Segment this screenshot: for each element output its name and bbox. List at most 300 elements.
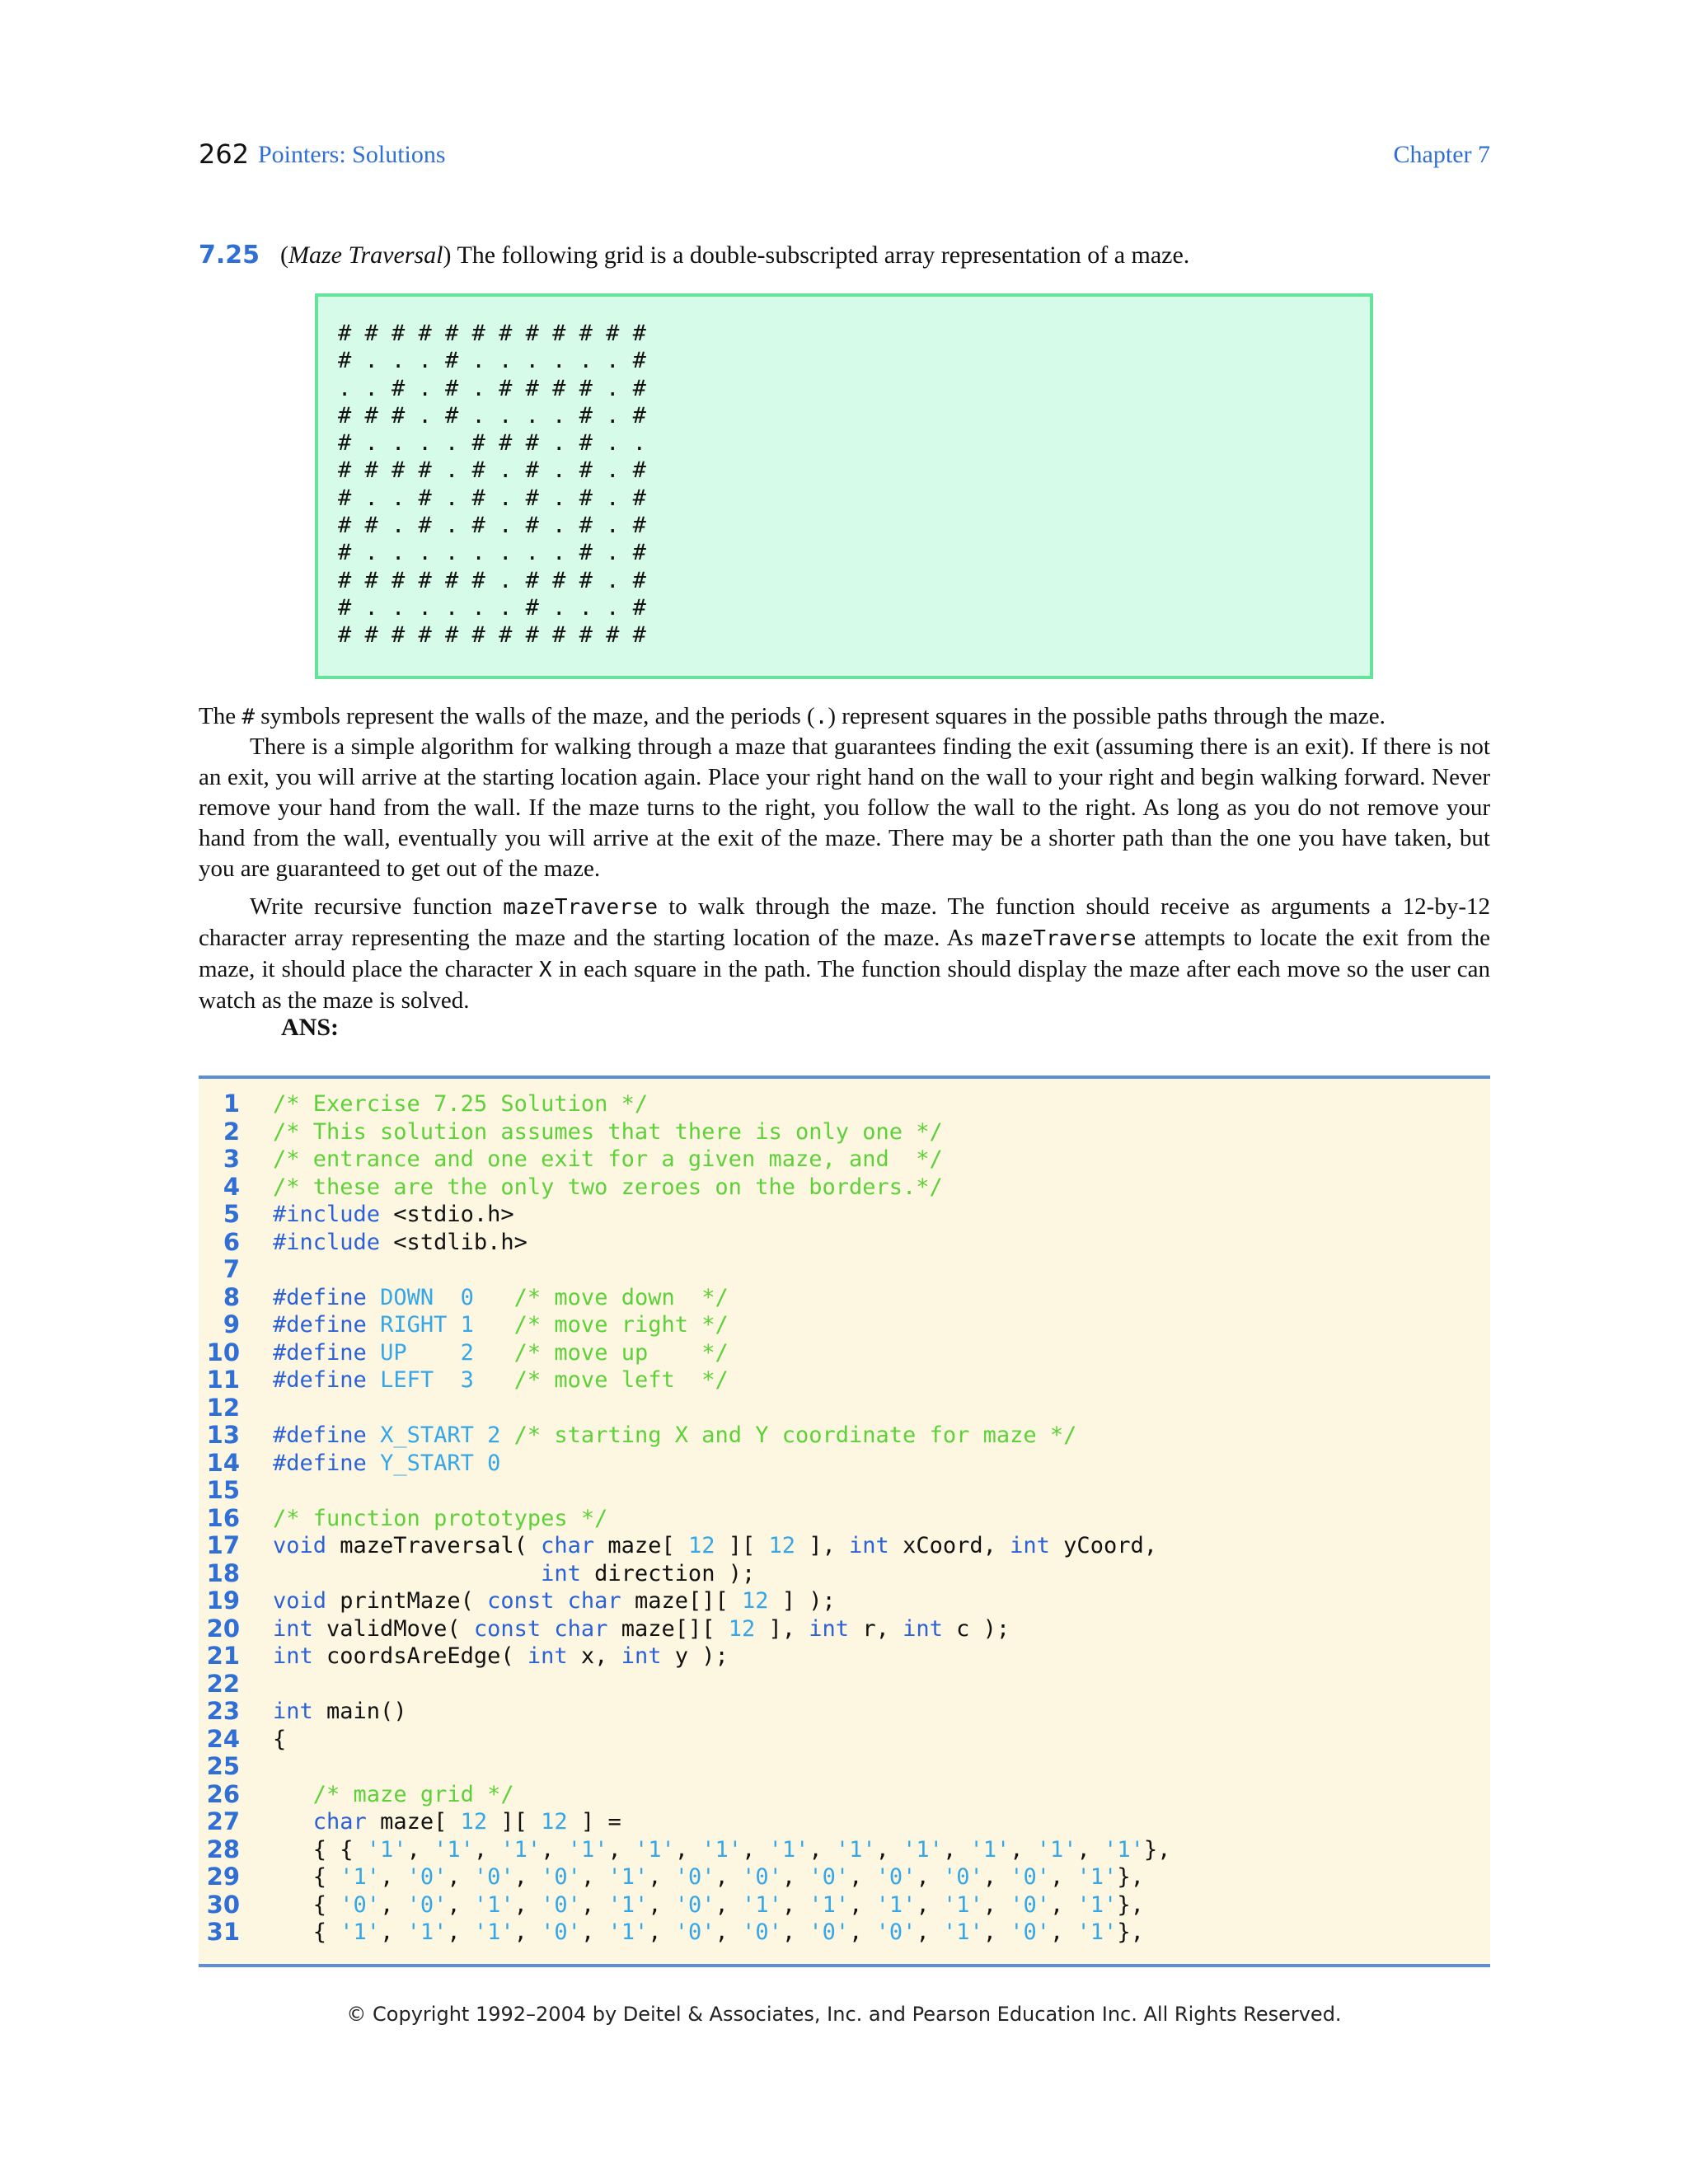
code-token [407, 1340, 461, 1366]
code-token: '0' [340, 1891, 381, 1918]
code-line [199, 1781, 1490, 1809]
code-text [273, 1311, 729, 1339]
paragraph-text: There is a simple algorithm for walking through a maze that guarantees finding the exit (assuming there is an exit). If there is not an exit, you will arrive at the starting location again. Place your right hand on the wall to your right and begin walking forward. Never remove your hand from the wall. If the maze turns to the right, you follow the wall to the right. As long as you do not remove your hand from the wall, eventually you will arrive at the exit of the maze. There may be a shorter path than the one you have taken, but you are guaranteed to get out of the maze. [199, 733, 1490, 882]
code-token: '1' [969, 1836, 1010, 1863]
maze-row: # . . . # . . . . . . # [338, 348, 646, 374]
code-text [273, 1781, 514, 1809]
code-line [199, 1726, 1490, 1754]
code-token: '1' [607, 1919, 649, 1945]
paragraph-task [199, 892, 1490, 1016]
code-line [199, 1118, 1490, 1146]
paragraph-text: in each square in the path. The function should display the maze after each move so the user can watch as the maze is solved. [199, 956, 1490, 1014]
exercise-number: 7.25 [199, 241, 260, 269]
code-token: , [607, 1836, 635, 1863]
code-token: int [527, 1643, 568, 1669]
line-number: 20 [206, 1614, 240, 1643]
code-token: #include [273, 1229, 381, 1255]
code-token: '1' [1104, 1836, 1144, 1863]
code-token: int [273, 1643, 313, 1669]
code-token: , [982, 1919, 1010, 1945]
code-token: , [513, 1864, 542, 1890]
code-token: 12 [768, 1533, 796, 1558]
exercise-intro-text: The following grid is a double-subscripted array representation of a maze. [451, 241, 1190, 269]
paragraph-text: The [199, 703, 242, 729]
code-text [273, 1422, 1076, 1450]
code-token: int [849, 1533, 889, 1558]
code-token: { [273, 1726, 287, 1752]
code-token: '1' [567, 1836, 608, 1863]
code-token: maze[][ [607, 1615, 729, 1642]
code-token: '0' [473, 1864, 514, 1890]
paragraph-text: Write recursive function [250, 893, 504, 920]
code-token: 3 [460, 1367, 474, 1393]
line-number: 17 [206, 1531, 240, 1559]
code-token: char [554, 1615, 608, 1642]
code-token: }, [1117, 1864, 1144, 1890]
code-token: , [982, 1891, 1010, 1918]
code-token: char [312, 1809, 367, 1835]
maze-row: . . # . # . # # # # . # [338, 375, 646, 401]
code-token: '0' [875, 1919, 917, 1945]
code-token: int [273, 1615, 313, 1642]
code-text [273, 1229, 528, 1257]
code-token: /* This solution assumes that there is only one */ [273, 1118, 943, 1145]
code-line [199, 1863, 1490, 1891]
code-token: ][ [487, 1809, 542, 1835]
line-number: 24 [206, 1724, 240, 1753]
line-number: 27 [206, 1807, 240, 1835]
code-token: , [742, 1836, 769, 1863]
code-token: UP [380, 1339, 407, 1366]
code-token: int [809, 1615, 850, 1642]
code-line [199, 1615, 1490, 1643]
code-token: /* move right */ [513, 1312, 729, 1338]
code-line [199, 1366, 1490, 1394]
code-line [199, 1698, 1490, 1726]
code-token [367, 1340, 380, 1366]
code-text [273, 1698, 407, 1726]
line-number: 9 [223, 1310, 240, 1338]
line-number: 22 [206, 1669, 240, 1698]
line-number: 14 [206, 1448, 240, 1477]
line-number: 30 [206, 1890, 240, 1919]
code-token: /* move up */ [513, 1339, 729, 1366]
code-token: <stdlib.h> [380, 1229, 528, 1255]
maze-row: # . . . . # # # . # . . [338, 430, 646, 457]
code-token: 12 [687, 1533, 715, 1558]
chapter-label: Chapter 7 [1393, 141, 1490, 168]
code-token: int [903, 1615, 943, 1642]
code-token: maze[ [594, 1533, 688, 1558]
code-token: { [273, 1919, 340, 1945]
code-line [199, 1256, 1490, 1284]
code-token: , [1050, 1919, 1077, 1945]
line-number: 11 [206, 1366, 240, 1394]
code-token: direction ); [580, 1560, 756, 1586]
code-token: #define [273, 1312, 367, 1338]
code-token: X_START [380, 1422, 474, 1448]
code-text [273, 1808, 621, 1836]
code-token [474, 1285, 514, 1310]
code-line [199, 1560, 1490, 1588]
code-token [273, 1782, 313, 1807]
line-number: 19 [206, 1586, 240, 1615]
line-number: 15 [206, 1476, 240, 1504]
answer-label: ANS: [281, 1014, 340, 1041]
code-token: , [447, 1891, 474, 1918]
line-number: 26 [206, 1779, 240, 1808]
exercise-title: Maze Traversal [288, 241, 443, 269]
code-token: , [781, 1891, 809, 1918]
line-number: 4 [223, 1172, 240, 1201]
line-number: 12 [206, 1393, 240, 1422]
code-token: , [715, 1919, 743, 1945]
code-token: , [715, 1864, 743, 1890]
inline-code: X [538, 958, 552, 982]
code-token: '1' [1076, 1864, 1118, 1890]
code-text [273, 1201, 514, 1229]
code-line [199, 1394, 1490, 1422]
code-token: char [541, 1533, 595, 1558]
inline-code: . [814, 705, 828, 729]
code-token: maze[ [366, 1809, 461, 1835]
line-number: 5 [223, 1200, 240, 1228]
code-token: '0' [1010, 1919, 1051, 1945]
code-token [273, 1809, 313, 1835]
line-number: 25 [206, 1752, 240, 1780]
code-text [273, 1284, 729, 1312]
exercise-intro: (Maze Traversal) The following grid is a double-subscripted array representation of a maze. [280, 241, 1190, 269]
code-token: #define [273, 1284, 367, 1310]
code-token: ][ [715, 1533, 769, 1558]
code-token [447, 1312, 460, 1338]
code-line [199, 1174, 1490, 1202]
code-line [199, 1146, 1490, 1174]
code-token: ], [795, 1533, 850, 1558]
paragraph-text: ) represent squares in the possible paths through the maze. [828, 703, 1386, 729]
paragraph-algorithm [199, 732, 1490, 884]
paragraph-text: attempts to locate the exit from the maze, it should place the character [199, 925, 1490, 982]
code-token: '1' [768, 1836, 809, 1863]
code-token: , [580, 1919, 608, 1945]
code-token: '0' [674, 1891, 715, 1918]
code-token: '1' [607, 1864, 649, 1890]
code-token: mazeTraversal( [326, 1533, 542, 1558]
code-token: const [487, 1588, 555, 1614]
code-token: '0' [674, 1919, 715, 1945]
code-token: '0' [875, 1864, 917, 1890]
line-number: 28 [206, 1835, 240, 1863]
code-token: , [982, 1864, 1010, 1890]
code-line [199, 1422, 1490, 1450]
code-token: /* these are the only two zeroes on the borders.*/ [273, 1174, 943, 1200]
code-token: 12 [728, 1615, 756, 1642]
code-line [199, 1891, 1490, 1919]
code-line [199, 1284, 1490, 1312]
code-token: '1' [500, 1836, 542, 1863]
code-text [273, 1919, 1144, 1947]
maze-row: # # # # # # . # # # . # [338, 567, 646, 593]
code-token: int [1010, 1533, 1050, 1558]
code-token: c ); [942, 1615, 1010, 1642]
section-title: Pointers: Solutions [258, 141, 446, 168]
code-token: { [273, 1864, 340, 1890]
maze-row: # . . # . # . # . # . # [338, 485, 646, 511]
code-token: , [715, 1891, 743, 1918]
code-token: '0' [541, 1891, 581, 1918]
code-token: , [580, 1891, 608, 1918]
code-token: '1' [942, 1891, 983, 1918]
code-line [199, 1753, 1490, 1781]
code-token [474, 1340, 514, 1366]
code-listing [199, 1076, 1490, 1967]
code-token: '0' [541, 1919, 581, 1945]
code-token: 12 [460, 1809, 488, 1835]
code-token: 2 [460, 1339, 474, 1366]
code-token: , [809, 1836, 836, 1863]
code-token: 2 [487, 1422, 501, 1448]
line-number: 21 [206, 1642, 240, 1670]
code-token: coordsAreEdge( [312, 1643, 528, 1669]
code-token: '1' [1076, 1919, 1118, 1945]
code-token [367, 1285, 380, 1310]
code-text [273, 1118, 943, 1146]
code-token: int [273, 1699, 313, 1724]
code-text [273, 1090, 648, 1118]
code-token: , [849, 1891, 876, 1918]
code-token: }, [1117, 1891, 1144, 1918]
code-line [199, 1201, 1490, 1229]
code-token [367, 1422, 380, 1448]
code-line [199, 1808, 1490, 1836]
code-token: void [273, 1533, 327, 1558]
code-token [500, 1422, 513, 1448]
code-text [273, 1146, 943, 1174]
code-lines [199, 1090, 1490, 1947]
code-token: yCoord, [1049, 1533, 1157, 1558]
code-token: '0' [1010, 1864, 1051, 1890]
maze-row: # # # # # # # # # # # # [338, 321, 646, 346]
code-token: , [875, 1836, 903, 1863]
code-token: xCoord, [889, 1533, 1010, 1558]
code-token: Y_START [380, 1450, 474, 1476]
code-line [199, 1477, 1490, 1505]
code-token: '1' [434, 1836, 474, 1863]
code-token: , [674, 1836, 702, 1863]
code-token: }, [1143, 1836, 1171, 1863]
code-token: maze[][ [621, 1588, 742, 1614]
code-token: validMove( [312, 1615, 474, 1642]
code-token: '1' [406, 1919, 448, 1945]
code-line [199, 1919, 1490, 1947]
line-number: 29 [206, 1863, 240, 1891]
inline-code: mazeTraverse [503, 895, 659, 920]
code-line [199, 1532, 1490, 1560]
code-token: #define [273, 1422, 367, 1448]
line-number: 23 [206, 1697, 240, 1725]
copyright-footer: © Copyright 1992–2004 by Deitel & Associates, Inc. and Pearson Education Inc. All Rights Reserved. [346, 2003, 1342, 2026]
inline-code: mazeTraverse [981, 926, 1137, 951]
code-line [199, 1311, 1490, 1339]
code-token: , [648, 1919, 675, 1945]
maze-row: # # # # # # # # # # # # [338, 622, 646, 649]
code-token: r, [849, 1615, 903, 1642]
code-token: int [541, 1560, 581, 1586]
code-token: , [513, 1891, 542, 1918]
code-token: '0' [742, 1864, 782, 1890]
code-text [273, 1174, 943, 1202]
code-token: , [541, 1836, 568, 1863]
code-token: '1' [634, 1836, 675, 1863]
code-token: #define [273, 1367, 367, 1393]
code-token: #define [273, 1450, 367, 1476]
code-token: ] = [567, 1809, 621, 1835]
code-token: , [916, 1891, 943, 1918]
code-token [434, 1285, 461, 1310]
code-token: '1' [835, 1836, 876, 1863]
line-number: 2 [223, 1117, 240, 1146]
code-token: '0' [942, 1864, 983, 1890]
code-text [273, 1643, 729, 1671]
maze-grid [338, 320, 646, 649]
code-token [367, 1367, 380, 1393]
code-token: /* function prototypes */ [273, 1505, 608, 1531]
code-token: , [648, 1864, 675, 1890]
code-token: /* move down */ [513, 1284, 729, 1310]
code-token: '0' [674, 1864, 715, 1890]
inline-code: # [241, 705, 255, 729]
code-text [273, 1366, 729, 1394]
code-text [273, 1560, 755, 1588]
line-number: 1 [223, 1090, 240, 1118]
code-token: , [406, 1836, 434, 1863]
maze-row: # # # # . # . # . # . # [338, 457, 646, 484]
code-token: ] ); [768, 1588, 836, 1614]
code-token: DOWN [380, 1284, 434, 1310]
code-line [199, 1587, 1490, 1615]
code-token: const [473, 1615, 542, 1642]
running-header [199, 138, 1490, 180]
code-token: , [916, 1864, 943, 1890]
line-number: 18 [206, 1558, 240, 1587]
code-token: '1' [701, 1836, 743, 1863]
line-number: 16 [206, 1503, 240, 1532]
code-token: , [849, 1864, 876, 1890]
code-token: void [273, 1588, 327, 1614]
code-text [273, 1836, 1170, 1864]
code-token: '1' [340, 1919, 381, 1945]
code-token: , [380, 1864, 407, 1890]
code-token: '1' [473, 1891, 514, 1918]
code-token: RIGHT [380, 1312, 448, 1338]
code-token: , [648, 1891, 675, 1918]
code-text [273, 1450, 500, 1478]
code-token [474, 1451, 487, 1476]
code-text [273, 1339, 729, 1367]
code-token: main() [312, 1699, 407, 1724]
code-token: , [1010, 1836, 1037, 1863]
code-token: , [1050, 1891, 1077, 1918]
code-token: , [942, 1836, 970, 1863]
code-token: /* Exercise 7.25 Solution */ [273, 1091, 649, 1117]
code-token: '1' [1076, 1891, 1118, 1918]
line-number: 7 [223, 1255, 240, 1283]
code-token: , [513, 1919, 542, 1945]
code-token: '1' [607, 1891, 649, 1918]
code-token: , [781, 1864, 809, 1890]
code-line [199, 1339, 1490, 1367]
line-number: 8 [223, 1282, 240, 1311]
code-token: '0' [1010, 1891, 1051, 1918]
code-token: , [380, 1919, 407, 1945]
code-token: , [1050, 1864, 1077, 1890]
code-token: , [580, 1864, 608, 1890]
line-number: 3 [223, 1145, 240, 1173]
code-line [199, 1505, 1490, 1533]
maze-grid-box [315, 293, 1373, 679]
code-token [474, 1422, 487, 1448]
code-text [273, 1863, 1144, 1891]
code-line [199, 1090, 1490, 1118]
code-token: '0' [406, 1891, 448, 1918]
code-token: '1' [1036, 1836, 1077, 1863]
line-number: 10 [206, 1338, 240, 1366]
paragraph-symbols [199, 701, 1490, 733]
code-text [273, 1587, 836, 1615]
code-text [273, 1726, 286, 1754]
code-token: /* maze grid */ [312, 1781, 514, 1807]
line-number: 13 [206, 1421, 240, 1449]
maze-row: # . . . . . . . . # . # [338, 540, 646, 566]
code-token: '1' [742, 1891, 782, 1918]
code-token: , [916, 1919, 943, 1945]
code-token: , [447, 1919, 474, 1945]
code-token: '0' [742, 1919, 782, 1945]
line-number: 6 [223, 1227, 240, 1256]
code-token: , [473, 1836, 501, 1863]
code-token: , [380, 1891, 407, 1918]
code-token: { [273, 1891, 340, 1918]
code-token: '1' [366, 1836, 407, 1863]
code-token: '1' [942, 1919, 983, 1945]
code-token: { { [273, 1836, 367, 1863]
paragraph-text: to walk through the maze. The function should receive as arguments a 12-by-12 character array representing the maze and the starting location of the maze. As [199, 893, 1490, 951]
code-token: '0' [541, 1864, 581, 1890]
code-token: '0' [809, 1864, 850, 1890]
code-text [273, 1532, 1157, 1560]
code-line [199, 1643, 1490, 1671]
code-token [273, 1561, 541, 1586]
code-token: ], [755, 1615, 809, 1642]
code-token: , [849, 1919, 876, 1945]
code-token: , [447, 1864, 474, 1890]
code-token [554, 1588, 567, 1614]
code-token: <stdio.h> [380, 1202, 514, 1227]
code-token: '0' [406, 1864, 448, 1890]
code-token: #define [273, 1339, 367, 1366]
code-token: '1' [903, 1836, 943, 1863]
code-token: #include [273, 1202, 381, 1227]
code-token: x, [567, 1643, 621, 1669]
code-token: 1 [460, 1312, 474, 1338]
code-token [434, 1367, 461, 1393]
page-number: 262 [199, 138, 250, 170]
code-token: /* move left */ [513, 1367, 729, 1393]
line-number: 31 [206, 1918, 240, 1946]
code-token: char [567, 1588, 621, 1614]
code-token: /* entrance and one exit for a given maze, and */ [273, 1146, 943, 1172]
paragraph-text: symbols represent the walls of the maze, and the periods ( [255, 703, 815, 729]
